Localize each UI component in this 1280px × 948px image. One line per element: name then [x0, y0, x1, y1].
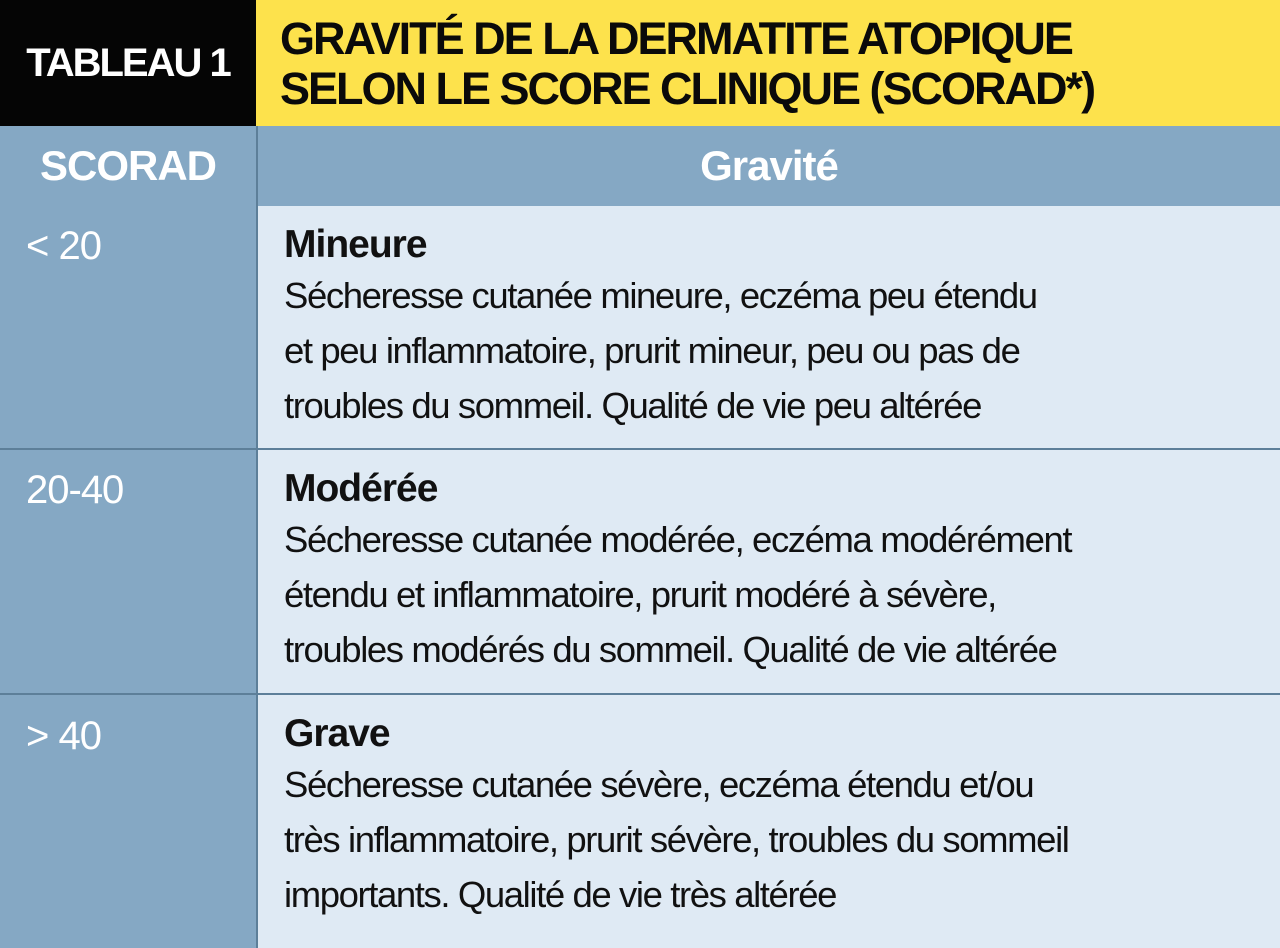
- score-cell-row-1: < 20: [26, 224, 101, 268]
- score-cell-row-2: 20-40: [26, 468, 124, 512]
- description-line: Sécheresse cutanée modérée, eczéma modérément: [284, 519, 1072, 560]
- column-divider: [256, 126, 258, 948]
- table-title-line-2: SELON LE SCORE CLINIQUE (SCORAD*): [280, 63, 1095, 114]
- description-line: troubles du sommeil. Qualité de vie peu altérée: [284, 385, 982, 426]
- gravity-cell-row-1: [258, 206, 1280, 448]
- description-line: Sécheresse cutanée sévère, eczéma étendu et/ou: [284, 764, 1034, 805]
- description-line: étendu et inflammatoire, prurit modéré à sévère,: [284, 574, 996, 615]
- severity-label: Grave: [284, 712, 390, 755]
- severity-label: Mineure: [284, 223, 427, 266]
- description-line: et peu inflammatoire, prurit mineur, peu ou pas de: [284, 330, 1020, 371]
- score-cell-row-3: > 40: [26, 714, 101, 758]
- table-title-line-1: GRAVITÉ DE LA DERMATITE ATOPIQUE: [280, 13, 1072, 64]
- description-line: importants. Qualité de vie très altérée: [284, 874, 836, 915]
- description-line: troubles modérés du sommeil. Qualité de vie altérée: [284, 629, 1057, 670]
- description-line: très inflammatoire, prurit sévère, troubles du sommeil: [284, 819, 1069, 860]
- table-title: [256, 0, 1280, 126]
- gravity-cell-row-3: [258, 695, 1280, 948]
- severity-label: Modérée: [284, 467, 438, 510]
- column-header-gravite: Gravité: [258, 126, 1280, 206]
- description-line: Sécheresse cutanée mineure, eczéma peu étendu: [284, 275, 1037, 316]
- table-number-label: TABLEAU 1: [0, 0, 256, 126]
- column-header-scorad: SCORAD: [0, 126, 256, 206]
- gravity-cell-row-2: [258, 450, 1280, 693]
